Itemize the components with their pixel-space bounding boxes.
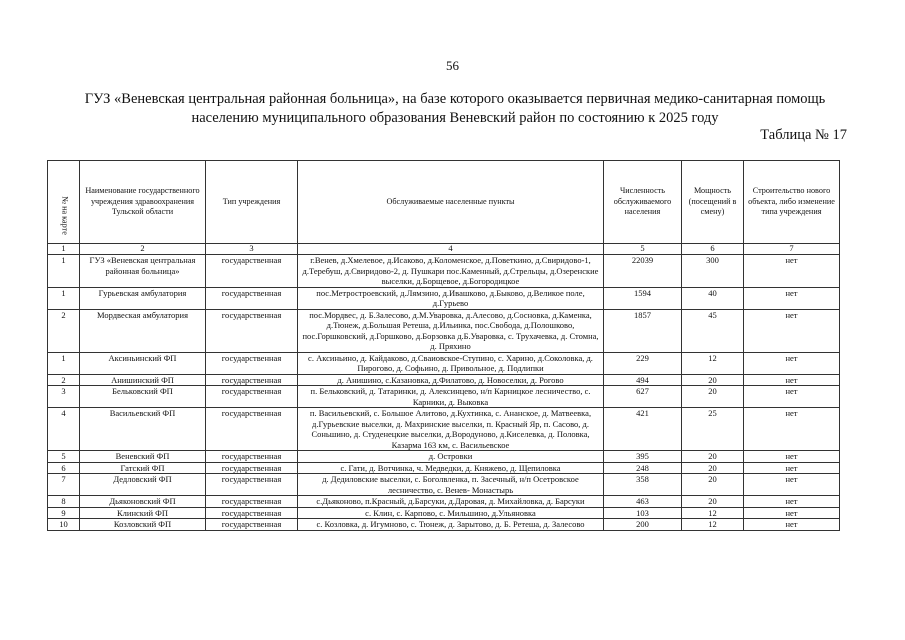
settlements-cell: с.Дьяконово, п.Красный, д.Барсуки, д.Даровая, д. Михайловка, д. Барсуки <box>298 496 604 508</box>
settlements-cell: пос.Метростроевский, д.Лямзино, д.Ивашково, д.Быково, д.Великое поле, д.Гурьево <box>298 287 604 309</box>
settlements-cell: г.Венев, д.Хмелевое, д.Исаково, д.Коломенское, д.Поветкино, д.Свиридово-1, д.Теребуш, д.Свиридово-2, д. Пушкари пос.Каменный, д.Стрельцы, д.Озеренские выселки, д.Борщевое, д.Богородицкое <box>298 255 604 288</box>
facility-type-cell: государственная <box>206 255 298 288</box>
facility-name-cell: Дьяконовский ФП <box>80 496 206 508</box>
table-row <box>48 352 840 374</box>
capacity-cell: 20 <box>682 462 744 474</box>
header-type: Тип учреждения <box>206 161 298 244</box>
facility-name-cell: Гатский ФП <box>80 462 206 474</box>
construction-cell: нет <box>744 287 840 309</box>
facility-type-cell: государственная <box>206 474 298 496</box>
header-name: Наименование государственного учреждения здравоохранения Тульской области <box>80 161 206 244</box>
facility-name-cell: Васильевский ФП <box>80 408 206 451</box>
capacity-cell: 20 <box>682 474 744 496</box>
settlements-cell: п. Васильевский, с. Большое Алитово, д.Кухтинка, с. Ананское, д. Матвеевка, д.Гурьевские выселки, д. Махринские выселки, п. Красный Яр, п. Сасово, д. Соньшино, д. Студенецкие выселки, д.Вородуново, д.Киселевка, д. Половка, Казарма 163 км, с. Васильевское <box>298 408 604 451</box>
construction-cell: нет <box>744 386 840 408</box>
construction-cell: нет <box>744 462 840 474</box>
settlements-cell: д. Дедиловские выселки, с. Боголвленка, п. Засечный, н/п Осетровское лесничество, с. Венев- Монастырь <box>298 474 604 496</box>
capacity-cell: 12 <box>682 507 744 519</box>
facility-type-cell: государственная <box>206 519 298 531</box>
capacity-cell: 20 <box>682 386 744 408</box>
column-number-row <box>48 244 840 255</box>
page-number: 56 <box>446 58 459 73</box>
row-number-cell: 1 <box>48 255 80 288</box>
construction-cell: нет <box>744 374 840 386</box>
facility-name-cell: Веневский ФП <box>80 451 206 463</box>
capacity-cell: 20 <box>682 451 744 463</box>
header-construction: Строительство нового объекта, либо изменение типа учреждения <box>744 161 840 244</box>
facility-type-cell: государственная <box>206 451 298 463</box>
capacity-cell: 12 <box>682 352 744 374</box>
facility-type-cell: государственная <box>206 462 298 474</box>
table-row <box>48 374 840 386</box>
row-number-cell: 2 <box>48 374 80 386</box>
capacity-cell: 20 <box>682 496 744 508</box>
settlements-cell: д. Анишино, с.Казановка, д.Филатово, д. Новоселки, д. Рогово <box>298 374 604 386</box>
construction-cell: нет <box>744 408 840 451</box>
header-row <box>48 161 840 244</box>
population-cell: 22039 <box>604 255 682 288</box>
table-body <box>48 255 840 531</box>
document-title <box>40 90 870 128</box>
column-number: 1 <box>48 244 80 255</box>
column-number: 7 <box>744 244 840 255</box>
title-line-1: ГУЗ «Веневская центральная районная больница», на базе которого оказывается первичная медико-санитарная помощь <box>84 91 826 107</box>
row-number-cell: 5 <box>48 451 80 463</box>
table-row <box>48 408 840 451</box>
construction-cell: нет <box>744 451 840 463</box>
row-number-cell: 3 <box>48 386 80 408</box>
capacity-cell: 300 <box>682 255 744 288</box>
column-number: 5 <box>604 244 682 255</box>
construction-cell: нет <box>744 309 840 352</box>
row-number-cell: 1 <box>48 287 80 309</box>
table-row <box>48 519 840 531</box>
facility-name-cell: Клинский ФП <box>80 507 206 519</box>
facility-type-cell: государственная <box>206 309 298 352</box>
table-row <box>48 462 840 474</box>
title-line-2: населению муниципального образования Веневский район по состоянию к 2025 году <box>191 110 719 126</box>
header-population: Численность обслуживаемого населения <box>604 161 682 244</box>
row-number-cell: 9 <box>48 507 80 519</box>
table-label: Таблица № 17 <box>760 127 847 143</box>
column-number: 2 <box>80 244 206 255</box>
population-cell: 395 <box>604 451 682 463</box>
row-number-cell: 8 <box>48 496 80 508</box>
column-number: 6 <box>682 244 744 255</box>
facility-type-cell: государственная <box>206 507 298 519</box>
facility-type-cell: государственная <box>206 408 298 451</box>
facility-type-cell: государственная <box>206 287 298 309</box>
table-row <box>48 507 840 519</box>
facility-type-cell: государственная <box>206 352 298 374</box>
population-cell: 421 <box>604 408 682 451</box>
row-number-cell: 10 <box>48 519 80 531</box>
header-capacity: Мощность (посещений в смену) <box>682 161 744 244</box>
capacity-cell: 45 <box>682 309 744 352</box>
column-number: 4 <box>298 244 604 255</box>
capacity-cell: 12 <box>682 519 744 531</box>
row-number-cell: 2 <box>48 309 80 352</box>
population-cell: 200 <box>604 519 682 531</box>
population-cell: 627 <box>604 386 682 408</box>
table-row <box>48 474 840 496</box>
capacity-cell: 25 <box>682 408 744 451</box>
capacity-cell: 40 <box>682 287 744 309</box>
settlements-cell: д. Островки <box>298 451 604 463</box>
construction-cell: нет <box>744 519 840 531</box>
table-row <box>48 386 840 408</box>
population-cell: 358 <box>604 474 682 496</box>
settlements-cell: с. Гати, д. Вотчинка, ч. Медведки, д. Княжево, д. Щепиловка <box>298 462 604 474</box>
population-cell: 103 <box>604 507 682 519</box>
facility-type-cell: государственная <box>206 374 298 386</box>
row-number-cell: 4 <box>48 408 80 451</box>
facility-name-cell: Анишинский ФП <box>80 374 206 386</box>
facility-name-cell: ГУЗ «Веневская центральная районная больница» <box>80 255 206 288</box>
population-cell: 1857 <box>604 309 682 352</box>
row-number-cell: 7 <box>48 474 80 496</box>
population-cell: 1594 <box>604 287 682 309</box>
column-number: 3 <box>206 244 298 255</box>
settlements-cell: с. Клин, с. Карпово, с. Мильшино, д.Ульяновка <box>298 507 604 519</box>
population-cell: 494 <box>604 374 682 386</box>
settlements-cell: пос.Мордвес, д. Б.Залесово, д.М.Уваровка, д.Алесово, д.Сосновка, д.Каменка, д.Тюнеж, д.Большая Ретеша, д.Ильинка, пос.Свобода, д.Полошково, пос.Горшковский, д.Горшково, д.Борзовка д.Б.Уваровка, с. Трухачевка, д. Стомна, д. Пряхино <box>298 309 604 352</box>
facility-name-cell: Мордвеская амбулатория <box>80 309 206 352</box>
table-row <box>48 287 840 309</box>
table-row <box>48 309 840 352</box>
population-cell: 463 <box>604 496 682 508</box>
capacity-cell: 20 <box>682 374 744 386</box>
facility-name-cell: Гурьевская амбулатория <box>80 287 206 309</box>
row-number-cell: 6 <box>48 462 80 474</box>
facility-name-cell: Дедловский ФП <box>80 474 206 496</box>
construction-cell: нет <box>744 474 840 496</box>
table-row <box>48 255 840 288</box>
construction-cell: нет <box>744 255 840 288</box>
facility-name-cell: Козловский ФП <box>80 519 206 531</box>
settlements-cell: с. Козловка, д. Игумново, с. Тюнеж, д. Зарытово, д. Б. Ретеша, д. Залесово <box>298 519 604 531</box>
header-settlements: Обслуживаемые населенные пункты <box>298 161 604 244</box>
facility-type-cell: государственная <box>206 386 298 408</box>
facility-name-cell: Бельковский ФП <box>80 386 206 408</box>
facility-name-cell: Аксиньинский ФП <box>80 352 206 374</box>
row-number-cell: 1 <box>48 352 80 374</box>
header-num: № на карте <box>48 161 80 244</box>
population-cell: 229 <box>604 352 682 374</box>
table-row <box>48 496 840 508</box>
construction-cell: нет <box>744 352 840 374</box>
construction-cell: нет <box>744 496 840 508</box>
table-row <box>48 451 840 463</box>
construction-cell: нет <box>744 507 840 519</box>
population-cell: 248 <box>604 462 682 474</box>
settlements-cell: с. Аксиньино, д. Кайдаково, д.Сваиовское-Ступино, с. Харино, д.Соколовка, д. Пирогово, д. Софьино, д. Привольное, д. Подлипки <box>298 352 604 374</box>
healthcare-facilities-table <box>47 160 840 531</box>
facility-type-cell: государственная <box>206 496 298 508</box>
settlements-cell: п. Бельковский, д. Татаринки, д. Алексинцево, н/п Карницкое лесничество, с. Карники, д. Выковка <box>298 386 604 408</box>
